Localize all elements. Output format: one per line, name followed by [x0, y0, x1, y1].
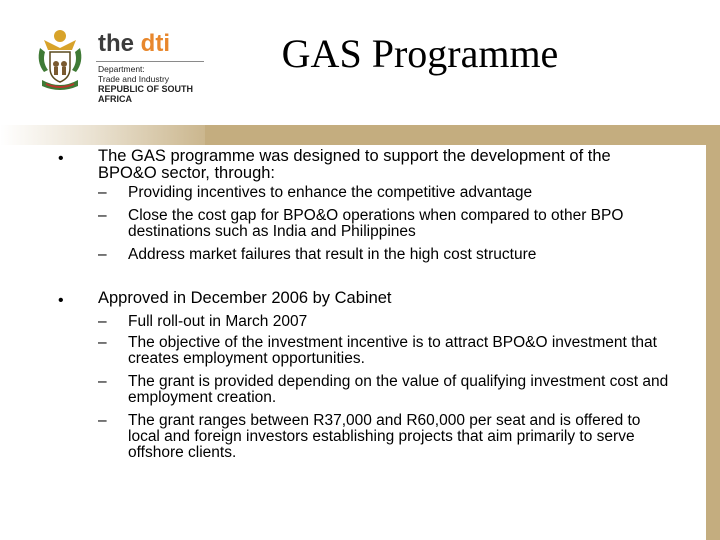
sub-item-text: Full roll-out in March 2007	[128, 313, 308, 330]
dash-marker: –	[98, 313, 107, 330]
bullet-text: Approved in December 2006 by Cabinet	[98, 289, 392, 307]
dash-marker: –	[98, 334, 107, 351]
dept-line-2: Trade and Industry	[98, 74, 170, 84]
brand-prefix: the	[98, 30, 141, 57]
sub-item-text: The grant ranges between R37,000 and R60,000 per seat and is offered to local and foreign investors establishing projects that aim primarily to serve offshore clients.	[128, 412, 641, 461]
sub-item-text: Address market failures that result in the high cost structure	[128, 246, 537, 263]
bullet-marker: •	[58, 150, 64, 167]
sub-item-text: Close the cost gap for BPO&O operations when compared to other BPO destinations such as India and Philippines	[128, 207, 624, 240]
sub-item-text: Providing incentives to enhance the competitive advantage	[128, 184, 533, 201]
dash-marker: –	[98, 373, 107, 390]
dash-marker: –	[98, 246, 107, 263]
dash-marker: –	[98, 207, 107, 224]
brand-suffix: dti	[140, 30, 170, 57]
slide-title: GAS Programme	[281, 31, 559, 76]
dept-line-1: Department:	[98, 64, 145, 74]
sub-item-text: The grant is provided depending on the value of qualifying investment cost and employment creation.	[128, 373, 669, 406]
dash-marker: –	[98, 412, 107, 429]
sub-item-text: The objective of the investment incentive is to attract BPO&O investment that creates employment opportunities.	[128, 334, 657, 367]
dash-marker: –	[98, 184, 107, 201]
dept-line-3: REPUBLIC OF SOUTH AFRICA	[98, 84, 194, 104]
bullet-text: The GAS programme was designed to support the development of the BPO&O sector, through:	[98, 147, 611, 182]
bullet-marker: •	[58, 292, 64, 309]
